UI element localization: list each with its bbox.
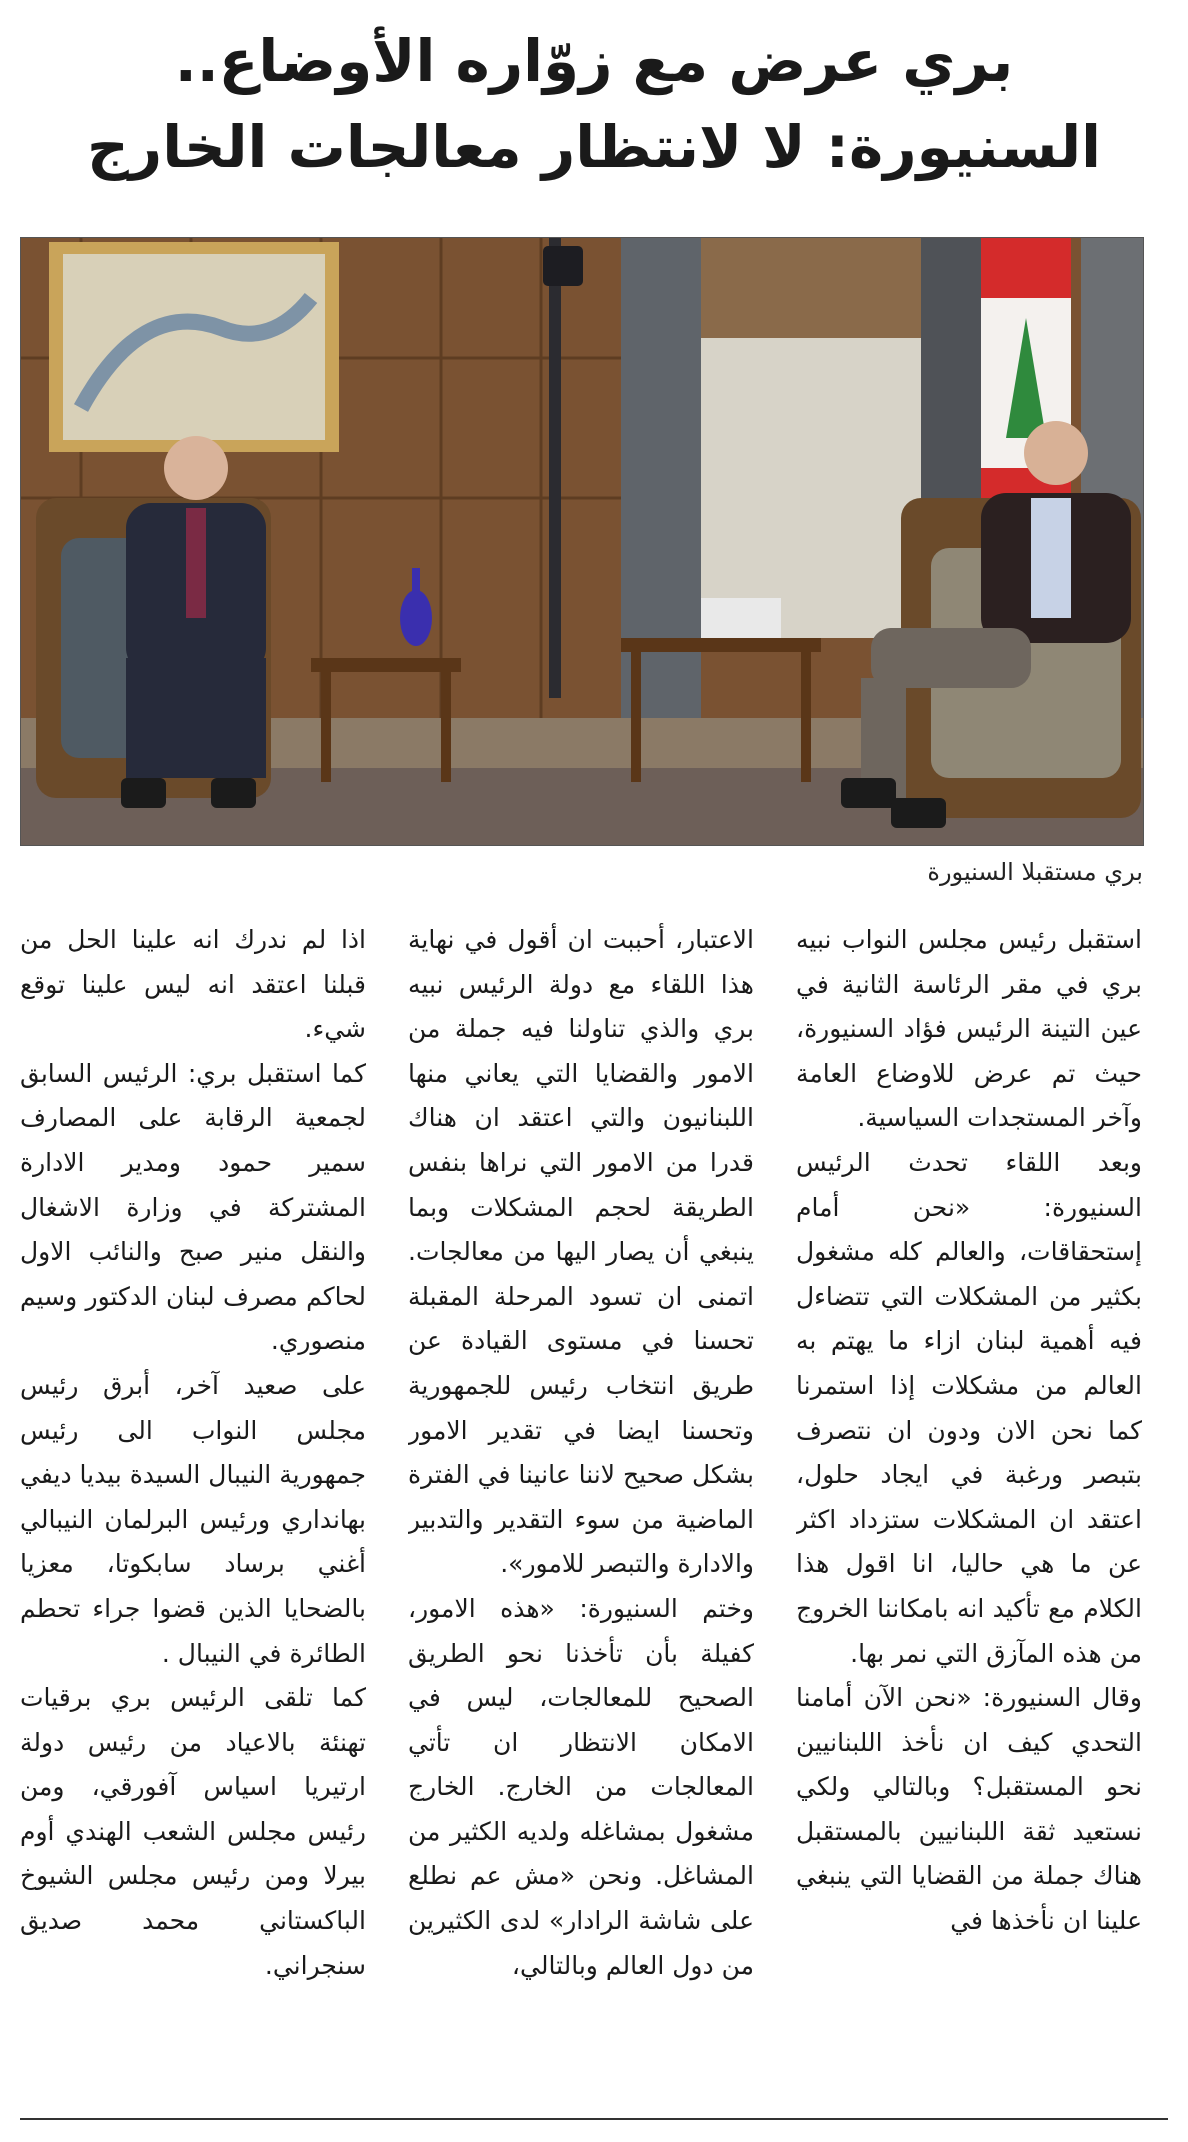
paragraph: وختم السنيورة: «هذه الامور، كفيلة بأن تأخذنا نحو الطريق الصحيح للمعالجات، ليس في الامكان الانتظار ان تأتي المعالجات من الخارج. الخارج مشغول بمشاغله ولديه الكثير من المشاغل. ونحن «مش عم نطلع على شاشة الرادار» لدى الكثيرين من دول العالم وبالتالي، <box>408 1593 754 1980</box>
paragraph: وبعد اللقاء تحدث الرئيس السنيورة: «نحن أمام إستحقاقات، والعالم كله مشغول بكثير من المشكلات التي تتضاءل فيه أهمية لبنان ازاء ما يهتم به العالم من مشكلات إذا استمرنا كما نحن الان ودون ان نتصرف بتبصر ورغبة في ايجاد حلول، اعتقد ان المشكلات ستزداد اكثر عن ما هي حاليا، انا اقول هذا الكلام مع تأكيد انه بامكاننا الخروج من هذه المآزق التي نمر بها. <box>796 1147 1142 1668</box>
photo-caption: بري مستقبلا السنيورة <box>927 858 1143 886</box>
article-column-3 <box>20 918 366 2083</box>
article-column-2 <box>408 918 754 2083</box>
paragraph: اذا لم ندرك انه علينا الحل من قبلنا اعتقد انه ليس علينا توقع شيء. <box>20 925 366 1044</box>
paragraph: الاعتبار، أحببت ان أقول في نهاية هذا اللقاء مع دولة الرئيس نبيه بري والذي تناولنا فيه جملة من الامور والقضايا التي يعاني منها اللبنانيون والتي اعتقد ان هناك قدرا من الامور التي نراها بنفس الطريقة لحجم المشكلات وبما ينبغي أن يصار اليها من معالجات. اتمنى ان تسود المرحلة المقبلة تحسنا في مستوى القيادة عن طريق انتخاب رئيس للجمهورية وتحسنا ايضا في تقدير الامور بشكل صحيح لاننا عانينا في الفترة الماضية من سوء التقدير والتدبير والادارة والتبصر للامور». <box>408 925 754 1579</box>
article-body <box>20 918 1142 2083</box>
bottom-divider <box>20 2118 1168 2120</box>
headline-line-2: السنيورة: لا لانتظار معالجات الخارج <box>87 113 1101 181</box>
paragraph: على صعيد آخر، أبرق رئيس مجلس النواب الى رئيس جمهورية النيبال السيدة بيديا ديفي بهانداري ورئيس البرلمان النيبالي أغني برساد سابكوتا، معزيا بالضحايا الذين قضوا جراء تحطم الطائرة في النيبال . <box>20 1370 366 1668</box>
news-photo <box>20 237 1144 846</box>
headline-line-1: بري عرض مع زوّاره الأوضاع.. <box>174 27 1014 95</box>
headline <box>20 18 1168 190</box>
photo-illustration <box>21 238 1143 845</box>
paragraph: وقال السنيورة: «نحن الآن أمامنا التحدي كيف ان نأخذ اللبنانيين نحو المستقبل؟ وبالتالي ولكي نستعيد ثقة اللبنانيين بالمستقبل هناك جملة من القضايا التي ينبغي علينا ان نأخذها في <box>796 1683 1142 1936</box>
article-column-1 <box>796 918 1142 2083</box>
paragraph: استقبل رئيس مجلس النواب نبيه بري في مقر الرئاسة الثانية في عين التينة الرئيس فؤاد السنيورة، حيث تم عرض للاوضاع العامة وآخر المستجدات السياسية. <box>796 925 1142 1133</box>
paragraph: كما تلقى الرئيس بري برقيات تهنئة بالاعياد من رئيس دولة ارتيريا اسياس آفورقي، ومن رئيس مجلس الشعب الهندي أوم بيرلا ومن رئيس مجلس الشيوخ الباكستاني محمد صديق سنجراني. <box>20 1683 366 1980</box>
paragraph: كما استقبل بري: الرئيس السابق لجمعية الرقابة على المصارف سمير حمود ومدير الادارة المشتركة في وزارة الاشغال والنقل منير صبح والنائب الاول لحاكم مصرف لبنان الدكتور وسيم منصوري. <box>20 1058 366 1356</box>
